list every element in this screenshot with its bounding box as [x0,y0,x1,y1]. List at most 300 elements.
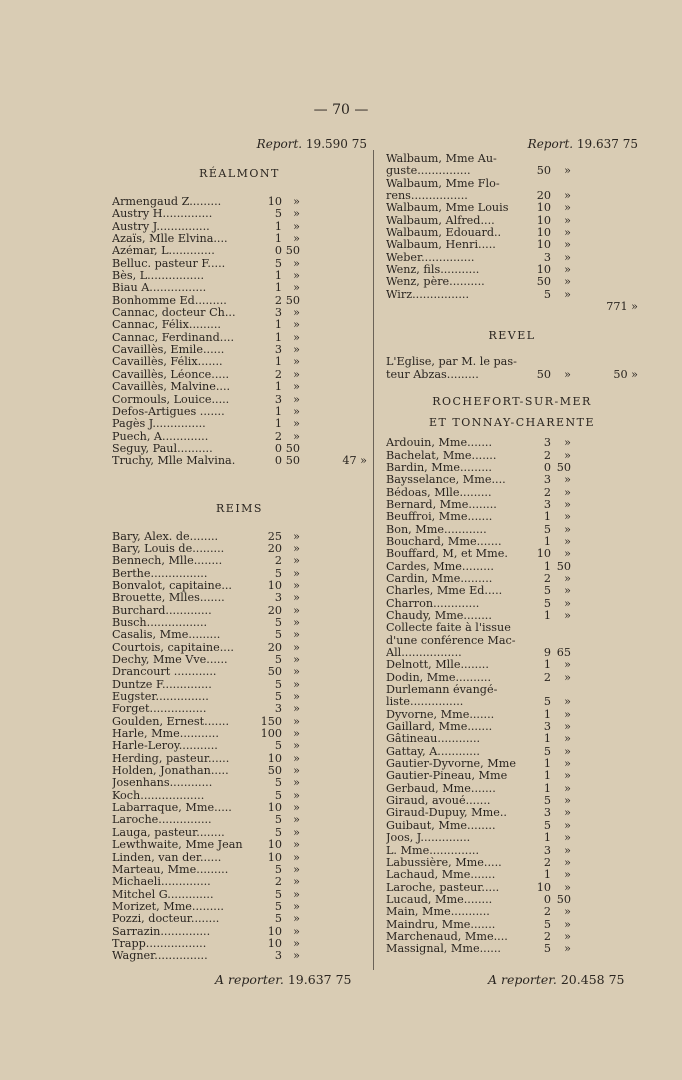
list-item [386,807,638,819]
list-item [386,450,638,462]
amount-francs: 1 [274,219,282,233]
donor-name: Cannac, docteur Ch... [112,307,236,320]
section-total [571,659,638,671]
section-subtitle: ET TONNAY-CHARENTE [429,416,595,430]
section-total [300,245,367,257]
amount-francs: 3 [543,843,551,857]
section-total [300,282,367,294]
amount-centimes: » [293,355,300,369]
donor-name: Bouchard, Mme....... [386,535,502,548]
list-item [386,783,638,795]
section-total [571,906,638,918]
amount-francs: 1 [274,281,282,295]
amount-centimes: » [564,485,571,499]
donor-name: Austry J............... [112,220,210,233]
amount-francs: 10 [267,850,282,864]
section-total [571,869,638,881]
section-total [300,580,367,592]
amount-centimes: » [293,887,300,901]
a-reporter-label: A reporter. [215,972,284,987]
section-total [300,356,367,368]
donor-name: Bary, Alex. de........ [112,530,219,543]
list-item [112,716,367,728]
section-total [300,381,367,393]
list-item [112,245,367,257]
amount-francs: 10 [536,238,551,252]
list-item [386,746,638,758]
donor-name: Giraud-Dupuy, Mme.. [386,807,507,820]
amount-francs: 5 [274,825,282,839]
section-total [571,820,638,832]
amount-francs: 2 [274,293,282,307]
left-column [112,135,367,963]
amount-francs: 20 [267,541,282,555]
list-item [386,524,638,536]
amount-francs: 1 [543,769,551,783]
amount-centimes: » [564,534,571,548]
section-total [571,227,638,239]
donor-name: Biau A................ [112,282,207,295]
section-title: REIMS [216,501,263,515]
donor-name: Trapp................. [112,937,207,950]
list-item [386,301,638,313]
donor-name: Walbaum, Mme Louis [386,202,509,215]
section-total [571,536,638,548]
donor-name: Laroche............... [112,814,212,827]
list-item [386,462,638,474]
section-total [300,950,367,962]
amount-francs: 10 [536,201,551,215]
section-total [571,511,638,523]
amount-francs: 3 [274,591,282,605]
donor-name: Mitchel G............. [112,888,214,901]
list-item [386,252,638,264]
amount-francs: 5 [274,207,282,221]
amount-francs: 3 [274,392,282,406]
amount-centimes: » [564,843,571,857]
amount-centimes: » [564,757,571,771]
list-item [112,790,367,802]
amount-centimes: » [564,806,571,820]
section-total [300,790,367,802]
amount-centimes: 50 [285,454,300,468]
amount-francs: 1 [543,658,551,672]
section-total [300,913,367,925]
list-item [112,876,367,888]
donor-name: Joos, J.............. [386,832,471,845]
amount-francs: 1 [274,380,282,394]
list-item [112,431,367,443]
donor-name: teur Abzas......... [386,368,479,381]
donor-name: Gaillard, Mme....... [386,721,493,734]
list-item [386,289,638,301]
amount-centimes: » [293,653,300,666]
donor-name: Morizet, Mme......... [112,900,224,913]
list-item [112,852,367,864]
section-total [300,196,367,208]
donor-name: Gautier-Pineau, Mme [386,770,508,783]
section-total [571,684,638,696]
amount-centimes: » [564,794,571,808]
donor-name: Goulden, Ernest....... [112,715,230,728]
donor-name: Wirz................ [386,288,470,301]
amount-centimes: » [564,868,571,882]
amount-centimes: » [564,707,571,721]
amount-centimes: 50 [285,441,300,455]
amount-centimes: » [293,825,300,839]
amount-centimes: » [293,862,300,876]
amount-francs: 3 [274,343,282,357]
amount-francs: 5 [274,677,282,691]
donor-name: Bardin, Mme......... [386,461,492,474]
list-item [386,178,638,190]
donor-name: Wenz, père.......... [386,276,485,289]
amount-francs [521,356,551,368]
section-total [571,202,638,214]
list-item [112,777,367,789]
list-item [112,381,367,393]
amount-centimes: » [564,769,571,783]
section-total [571,672,638,684]
amount-centimes: » [293,429,300,443]
amount-centimes: » [293,417,300,431]
amount-centimes: 50 [285,293,300,307]
amount-centimes: » [293,776,300,790]
list-item [386,882,638,894]
list-item [386,511,638,523]
list-item [112,208,367,220]
amount-francs: 1 [274,404,282,418]
donor-name: Cannac, Félix......... [112,319,221,332]
amount-centimes: » [293,924,300,938]
amount-centimes: » [293,640,300,654]
donor-name: Eugster............... [112,691,209,704]
amount-centimes: » [293,788,300,802]
section-total [300,938,367,950]
donor-name: Austry H.............. [112,208,213,221]
amount-francs: 5 [274,690,282,704]
list-item [386,635,638,647]
donor-name: Marteau, Mme......... [112,863,229,876]
amount-francs: 1 [543,781,551,795]
list-item [386,190,638,202]
section-total [571,165,638,177]
donor-name: liste............... [386,696,464,709]
a-reporter-value: 19.637 75 [287,972,352,987]
list-item [386,869,638,881]
donor-name: Azémar, L............. [112,245,215,258]
amount-centimes: » [293,751,300,765]
list-item [112,864,367,876]
section-total [300,642,367,654]
amount-centimes: » [293,899,300,913]
donor-name: Josenhans............ [112,777,213,790]
list-item [112,617,367,629]
amount-francs: 10 [267,838,282,852]
section-total [571,153,638,165]
section-title: ROCHEFORT-SUR-MER [432,395,592,409]
list-item [112,196,367,208]
amount-francs: 25 [267,529,282,543]
donor-name: Pagès J............... [112,418,206,431]
section-total [300,728,367,740]
amount-centimes: » [564,189,571,203]
amount-francs: 3 [543,436,551,450]
amount-centimes: » [293,801,300,815]
section-total [300,629,367,641]
amount-centimes: » [293,677,300,691]
section-total [300,531,367,543]
amount-centimes: » [564,213,571,227]
donor-name: Casalis, Mme......... [112,629,221,642]
donor-name: Weber............... [386,251,475,264]
list-item [112,592,367,604]
amount-centimes: » [564,226,571,240]
section-total [571,548,638,560]
section-total [571,770,638,782]
donor-name: Walbaum, Mme Flo- [386,177,500,190]
donor-name: rens................ [386,190,468,203]
section-total [571,857,638,869]
amount-francs: 2 [543,905,551,919]
amount-centimes: » [293,281,300,295]
donor-name: Cardin, Mme......... [386,572,493,585]
amount-francs: 1 [274,330,282,344]
donor-name: Lachaud, Mme....... [386,869,496,882]
amount-francs: 0 [274,244,282,258]
section-total [300,901,367,913]
list-item [112,950,367,962]
amount-centimes [551,622,571,634]
section-total [571,276,638,288]
amount-centimes: » [293,392,300,406]
donor-name: Bary, Louis de......... [112,542,225,555]
amount-francs: 5 [543,522,551,536]
section-total: 47 » [342,454,367,468]
amount-centimes: » [293,330,300,344]
amount-francs: 5 [274,776,282,790]
list-item [112,839,367,851]
section-total [571,832,638,844]
a-reporter-value: 20.458 75 [560,972,625,987]
amount-francs: 100 [260,727,282,741]
amount-centimes: » [293,727,300,741]
section-total [300,394,367,406]
list-item [386,919,638,931]
amount-centimes: » [293,714,300,728]
section-total [571,746,638,758]
donor-name: Cannac, Ferdinand.... [112,331,235,344]
list-item [386,239,638,251]
list-item [112,740,367,752]
donor-name: Bédoas, Mlle......... [386,486,492,499]
donor-name: Delnott, Mlle........ [386,659,489,672]
amount-francs: 10 [267,924,282,938]
section-total [300,543,367,555]
donor-name: Wenz, fils........... [386,264,480,277]
amount-francs: 0 [274,441,282,455]
list-item [112,555,367,567]
donor-name: Forget................ [112,703,207,716]
donor-name: L. Mme.............. [386,844,480,857]
amount-francs: 5 [543,287,551,301]
donor-name: Walbaum, Alfred.... [386,214,495,227]
amount-francs: 5 [274,628,282,642]
report-label: Report. [256,137,303,151]
donor-name: L'Eglise, par M. le pas- [386,356,517,369]
amount-francs: 2 [543,571,551,585]
amount-francs: 3 [543,806,551,820]
donor-name: Cavaillès, Félix....... [112,356,223,369]
section-total [571,356,638,368]
list-item [112,543,367,555]
amount-centimes: » [293,380,300,394]
list-item [386,276,638,288]
amount-francs: 2 [543,448,551,462]
section-title: RÉALMONT [199,167,280,180]
donor-name: Armengaud Z......... [112,196,222,208]
donor-name: Courtois, capitaine.... [112,641,234,654]
amount-francs: 5 [274,912,282,926]
section-total [571,783,638,795]
amount-centimes: » [293,256,300,270]
donor-name: Cardes, Mme......... [386,560,494,573]
donor-name: Charron............. [386,597,480,610]
amount-francs: 5 [274,653,282,666]
donor-name: Bès, L................ [112,270,205,283]
donor-name: Cavaillès, Malvine.... [112,381,231,394]
section-total: 50 » [613,367,638,381]
list-item [386,795,638,807]
amount-centimes: » [564,448,571,462]
amount-francs: 1 [543,757,551,771]
amount-francs: 5 [274,566,282,580]
amount-francs: 5 [274,899,282,913]
section-total [300,827,367,839]
list-item [386,536,638,548]
section-total [300,605,367,617]
section-total [571,733,638,745]
donor-name: Duntze F.............. [112,678,212,691]
amount-francs: 3 [543,250,551,264]
amount-centimes [551,356,571,368]
section-total [300,332,367,344]
amount-centimes: » [564,695,571,709]
amount-centimes: » [293,702,300,716]
section-total [300,740,367,752]
list-item [112,406,367,418]
list-item [386,684,638,696]
donor-name [386,301,521,313]
donor-name: Defos-Artigues ....... [112,405,225,418]
list-item [386,709,638,721]
section-total [300,307,367,319]
amount-francs [521,622,551,634]
amount-francs: 5 [543,584,551,598]
section-total [300,369,367,381]
donor-name: Wagner............... [112,950,208,963]
section-total [571,487,638,499]
donor-name: Durlemann évangé- [386,684,498,697]
donor-name: Marchenaud, Mme.... [386,930,508,943]
amount-centimes: » [564,905,571,919]
list-item [112,531,367,543]
list-item [112,418,367,430]
amount-francs: 2 [274,875,282,889]
section-total [300,344,367,356]
list-item [112,369,367,381]
amount-francs: 10 [267,195,282,208]
amount-centimes: » [293,615,300,629]
donor-name: Maindru, Mme....... [386,918,496,931]
amount-centimes: » [293,603,300,617]
donor-name: Cormouls, Louice..... [112,393,230,406]
list-item [386,561,638,573]
list-item [386,610,638,622]
amount-centimes: » [293,306,300,320]
section-total [300,654,367,666]
donor-name: Walbaum, Henri..... [386,239,496,252]
amount-centimes: » [293,875,300,889]
amount-centimes: 50 [556,460,571,474]
amount-centimes: » [564,781,571,795]
amount-centimes: » [564,818,571,832]
list-item [386,943,638,955]
amount-centimes: » [564,720,571,734]
section-total [300,777,367,789]
amount-centimes: » [293,690,300,704]
section-total [300,926,367,938]
section-total [571,882,638,894]
list-item [112,802,367,814]
amount-francs: 10 [536,213,551,227]
amount-centimes: » [293,813,300,827]
donor-name: Puech, A............. [112,430,209,443]
amount-francs: 1 [543,534,551,548]
donor-name: Bonvalot, capitaine... [112,579,232,592]
donor-name: Dyvorne, Mme....... [386,708,495,721]
list-item [386,548,638,560]
amount-francs: 5 [543,695,551,709]
amount-francs: 1 [543,559,551,573]
section-total [300,691,367,703]
amount-centimes: » [293,912,300,926]
list-item [386,622,638,634]
amount-francs: 3 [543,497,551,511]
list-item [112,233,367,245]
list-item [112,282,367,294]
amount-francs: 5 [274,788,282,802]
section-total [300,555,367,567]
amount-francs: 1 [543,510,551,524]
donor-name: Dechy, Mme Vve...... [112,654,228,666]
amount-francs: 1 [543,707,551,721]
amount-francs: 5 [274,256,282,270]
amount-centimes: » [293,318,300,332]
report-value: 19.590 75 [305,137,367,151]
donor-name: Beuffroi, Mme....... [386,511,493,524]
amount-francs: 10 [267,936,282,950]
donor-name: Collecte faite à l'issue [386,622,511,635]
section-total [571,264,638,276]
donor-name: Busch................. [112,616,208,629]
donor-name: Gautier-Dyvorne, Mme [386,758,516,771]
section-total [571,919,638,931]
amount-francs [521,301,551,313]
amount-centimes: » [564,201,571,215]
amount-francs: 1 [543,732,551,746]
list-item [386,437,638,449]
